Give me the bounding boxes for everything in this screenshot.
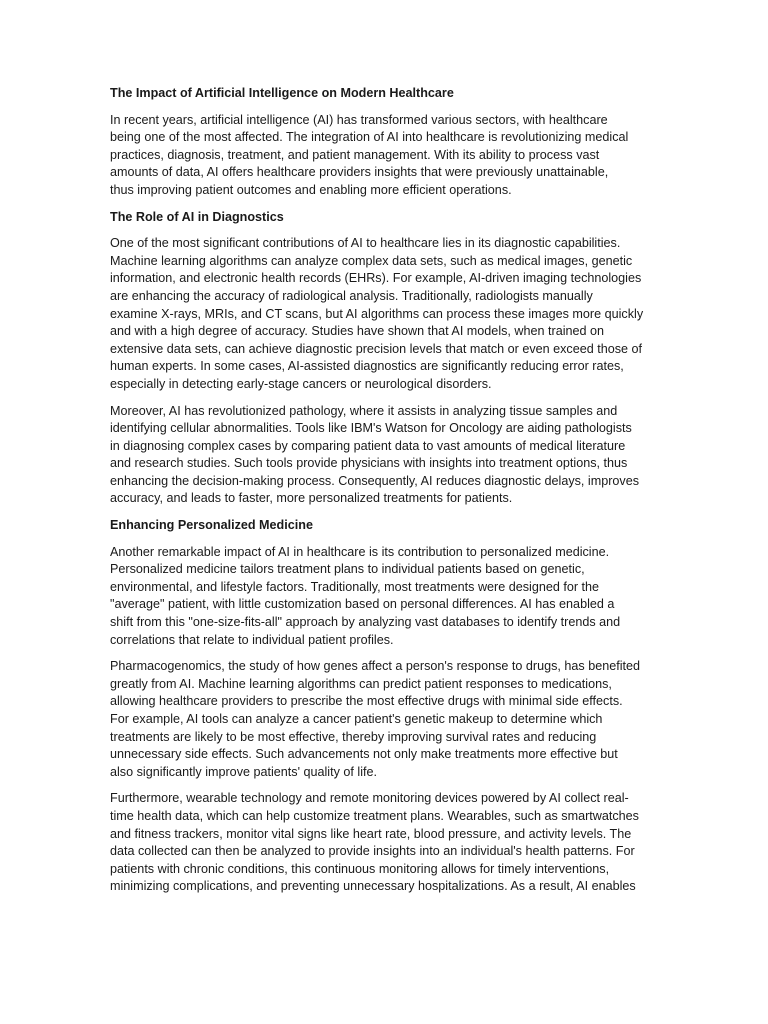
personalized-paragraph-2 [110,658,658,781]
text-line: information, and electronic health records (EHRs). For example, AI-driven imaging technologies [110,271,642,286]
text-line: In recent years, artificial intelligence (AI) has transformed various sectors, with healthcare [110,112,608,127]
text-line: human experts. In some cases, AI-assisted diagnostics are significantly reducing error rates, [110,359,624,374]
text-line: being one of the most affected. The integration of AI into healthcare is revolutionizing medical [110,130,629,145]
text-line: Another remarkable impact of AI in healthcare is its contribution to personalized medicine. [110,544,610,559]
text-line: Moreover, AI has revolutionized pathology, where it assists in analyzing tissue samples and [110,403,618,418]
section-heading-diagnostics: The Role of AI in Diagnostics [110,209,284,224]
text-line: treatments are likely to be most effective, thereby improving survival rates and reducing [110,729,597,744]
text-line: One of the most significant contributions of AI to healthcare lies in its diagnostic capabilities. [110,236,621,251]
text-line: examine X-rays, MRIs, and CT scans, but AI algorithms can process these images more quickly [110,306,644,321]
text-line: minimizing complications, and preventing unnecessary hospitalizations. As a result, AI enables [110,879,636,894]
text-line: also significantly improve patients' quality of life. [110,764,378,779]
text-line: time health data, which can help customize treatment plans. Wearables, such as smartwatches [110,808,639,823]
text-line: extensive data sets, can achieve diagnostic precision levels that match or even exceed those of [110,341,643,356]
text-line: and with a high degree of accuracy. Studies have shown that AI models, when trained on [110,324,605,339]
text-line: and research studies. Such tools provide physicians with insights into treatment options, thus [110,456,628,471]
text-line: Machine learning algorithms can analyze complex data sets, such as medical images, genetic [110,253,633,268]
text-line: greatly from AI. Machine learning algorithms can predict patient responses to medications, [110,676,612,691]
text-line: Furthermore, wearable technology and remote monitoring devices powered by AI collect real- [110,791,629,806]
text-line: correlations that relate to individual patient profiles. [110,632,394,647]
text-line: practices, diagnosis, treatment, and patient management. With its ability to process vast [110,147,600,162]
text-line: shift from this "one-size-fits-all" approach by analyzing vast databases to identify trends and [110,615,621,630]
text-line: in diagnosing complex cases by comparing patient data to vast amounts of medical literature [110,438,626,453]
text-line: especially in detecting early-stage cancers or neurological disorders. [110,376,492,391]
text-line: "average" patient, with little customization based on personal differences. AI has enabled a [110,597,615,612]
section-heading-personalized-medicine: Enhancing Personalized Medicine [110,518,313,533]
text-line: accuracy, and leads to faster, more personalized treatments for patients. [110,491,513,506]
text-line: Personalized medicine tailors treatment plans to individual patients based on genetic, [110,562,585,577]
text-line: identifying cellular abnormalities. Tools like IBM's Watson for Oncology are aiding pathologists [110,421,632,436]
text-line: enhancing the decision-making process. Consequently, AI reduces diagnostic delays, improves [110,473,639,488]
text-line: For example, AI tools can analyze a cancer patient's genetic makeup to determine which [110,712,603,726]
text-line: thus improving patient outcomes and enabling more efficient operations. [110,182,512,197]
personalized-paragraph-1 [110,544,658,650]
text-line: amounts of data, AI offers healthcare providers insights that were previously unattainable, [110,165,609,180]
text-line: patients with chronic conditions, this continuous monitoring allows for timely interventions, [110,861,610,876]
text-line: Pharmacogenomics, the study of how genes affect a person's response to drugs, has benefited [110,659,641,674]
diagnostics-paragraph-2 [110,403,658,509]
document-title: The Impact of Artificial Intelligence on Modern Healthcare [110,86,454,100]
personalized-paragraph-3 [110,790,658,896]
text-line: and fitness trackers, monitor vital signs like heart rate, blood pressure, and activity levels. The [110,826,632,841]
text-line: environmental, and lifestyle factors. Traditionally, most treatments were designed for the [110,579,600,594]
intro-paragraph [110,112,658,200]
text-line: allowing healthcare providers to prescribe the most effective drugs with minimal side effects. [110,694,623,709]
diagnostics-paragraph-1 [110,235,658,393]
document-body [110,85,658,905]
text-line: data collected can then be analyzed to provide insights into an individual's health patterns. For [110,844,635,859]
text-line: are enhancing the accuracy of radiological analysis. Traditionally, radiologists manually [110,288,593,303]
text-line: unnecessary side effects. Such advancements not only make treatments more effective but [110,747,618,762]
